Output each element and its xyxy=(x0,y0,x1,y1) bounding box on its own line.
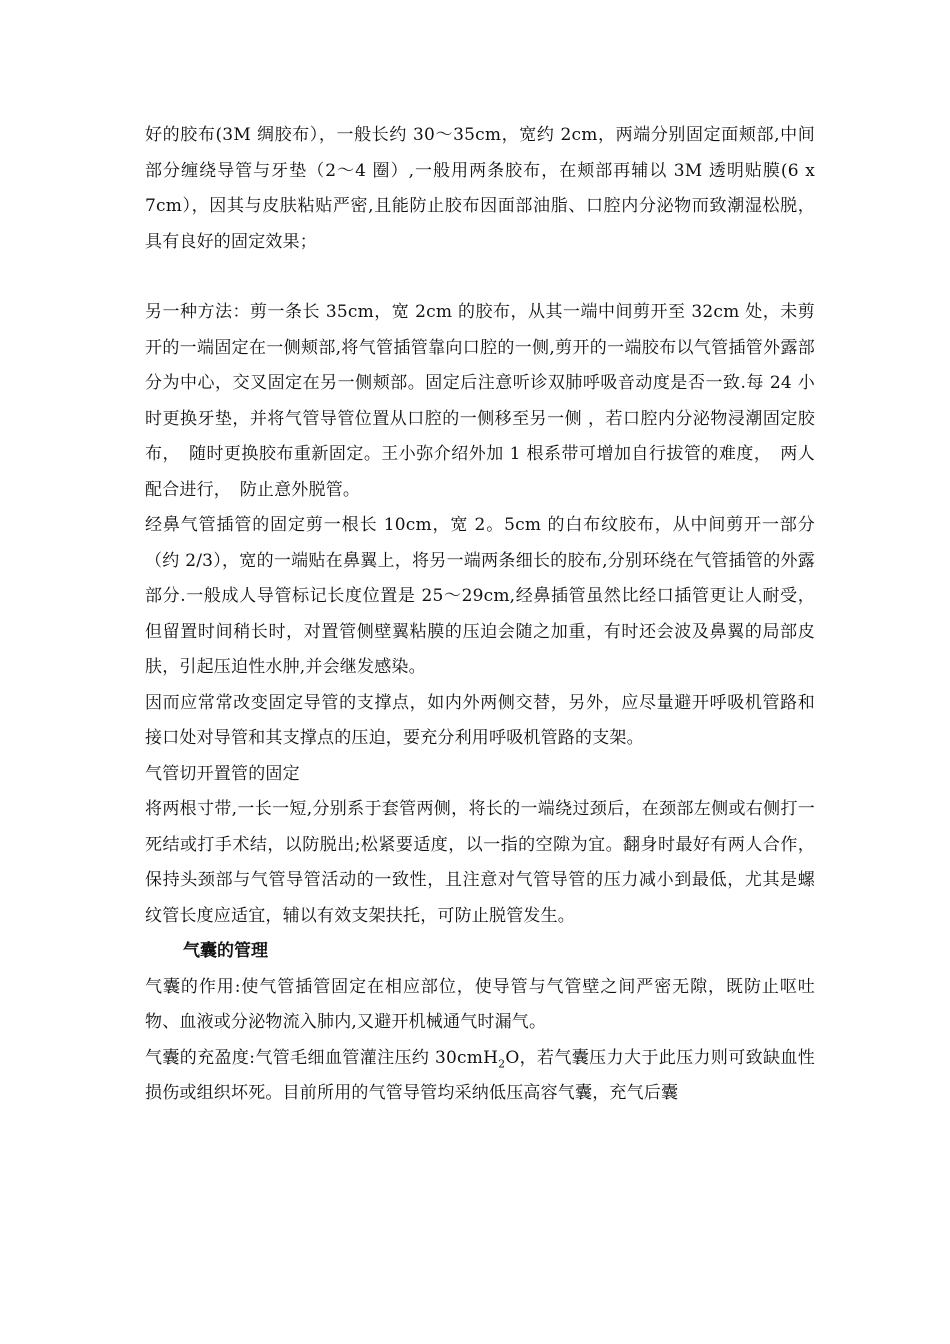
cuff-fill-text-start: 气囊的充盈度:气管毛细血管灌注压约 30cmH xyxy=(145,1047,499,1068)
cuff-fill-subscript: 2 xyxy=(498,1056,506,1070)
paragraph-support-point: 因而应常常改变固定导管的支撑点，如内外两侧交替，另外，应尽量避开呼吸机管路和接口处对导管和其支撑点的压迫，要充分利用呼吸机管路的支架。 xyxy=(145,692,815,748)
paragraph-cuff-fill xyxy=(145,1041,815,1112)
paragraph-tracheostomy-title: 气管切开置管的固定 xyxy=(145,763,300,784)
cuff-fill-text-end: O，若气囊压力大于此压力则可致缺血性损伤或组织坏死。目前所用的气管导管均采纳低压高容气囊，充气后囊 xyxy=(145,1047,815,1103)
section-heading-cuff-management: 气囊的管理 xyxy=(183,941,268,961)
paragraph-tracheostomy-fixation: 将两根寸带,一长一短,分别系于套管两侧，将长的一端绕过颈后，在颈部左侧或右侧打一死结或打手术结，以防脱出;松紧要适度，以一指的空隙为宜。翻身时最好有两人合作，保持头颈部与气管导管活动的一致性，且注意对气管导管的压力减小到最低，尤其是螺纹管长度应适宜，辅以有效支架扶托，可防止脱管发生。 xyxy=(145,799,815,926)
paragraph-nasal-intubation: 经鼻气管插管的固定剪一根长 10cm，宽 2。5cm 的白布纹胶布，从中间剪开一部分（约 2/3），宽的一端贴在鼻翼上，将另一端两条细长的胶布,分别环绕在气管插管的外露部分.一般成人导管标记长度位置是 25～29cm,经鼻插管虽然比经口插管更让人耐受，但留置时间稍长时，对置管侧壁翼粘膜的压迫会随之加重，有时还会波及鼻翼的局部皮肤，引起压迫性水肿,并会继发感染。 xyxy=(145,515,815,677)
document-body xyxy=(145,118,815,1112)
paragraph-tape-fixation: 好的胶布(3M 绸胶布），一般长约 30～35cm，宽约 2cm，两端分别固定面颊部,中间部分缠绕导管与牙垫（2～4 圈）,一般用两条胶布，在颊部再辅以 3M 透明贴膜(6 x 7cm），因其与皮肤粘贴严密,且能防止胶布因面部油脂、口腔内分泌物而致潮湿松脱，具有良好的固定效果； xyxy=(145,125,815,252)
paragraph-alternative-method: 另一种方法：剪一条长 35cm，宽 2cm 的胶布，从其一端中间剪开至 32cm 处，未剪开的一端固定在一侧颊部,将气管插管靠向口腔的一侧,剪开的一端胶布以气管插管外露部分为中心，交叉固定在另一侧颊部。固定后注意听诊双肺呼吸音动度是否一致.每 24 小时更换牙垫，并将气管导管位置从口腔的一侧移至另一侧 ，若口腔内分泌物浸潮固定胶布， 随时更换胶布重新固定。王小弥介绍外加 1 根系带可增加自行拔管的难度， 两人配合进行， 防止意外脱管。 xyxy=(145,302,815,500)
paragraph-cuff-function: 气囊的作用:使气管插管固定在相应部位，使导管与气管壁之间严密无隙，既防止呕吐物、血液或分泌物流入肺内,又避开机械通气时漏气。 xyxy=(145,976,815,1032)
